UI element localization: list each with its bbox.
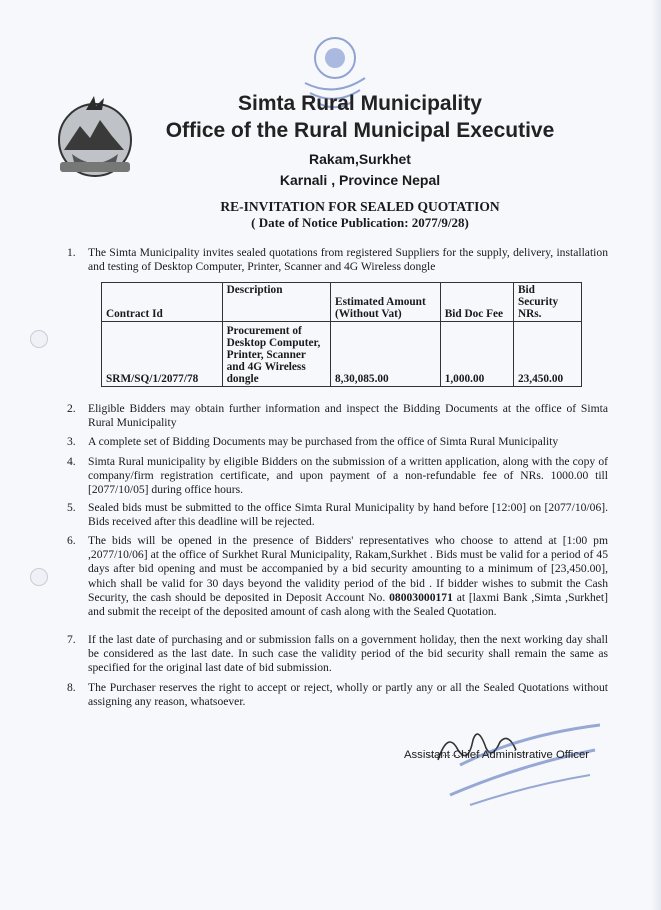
punch-hole	[30, 330, 48, 348]
table-row	[102, 322, 582, 387]
table-header-cell: Contract Id	[102, 283, 223, 322]
office-address-line1: Rakam,Surkhet	[309, 151, 411, 167]
table-cell: 1,000.00	[440, 322, 513, 387]
punch-hole	[30, 568, 48, 586]
list-item: 1. The Simta Municipality invites sealed quotations from registered Suppliers for the supply, delivery, installation and testing of Desktop Computer, Printer, Scanner and 4G Wireless dongle	[67, 246, 608, 274]
table-cell: 8,30,085.00	[331, 322, 441, 387]
list-item: 3. A complete set of Bidding Documents may be purchased from the office of Simta Rural Municipality	[67, 435, 559, 448]
table-cell: 23,450.00	[513, 322, 581, 387]
notice-title: RE-INVITATION FOR SEALED QUOTATION	[220, 199, 500, 214]
list-item: 6. The bids will be opened in the presence of Bidders' representatives who choose to attend at [1:00 pm ,2077/10/06] at the office of Surkhet Rural Municipality, Rakam,Surkhet . Bids must be valid for a period of 45 days after bid opening and must be accompanied by a bid security amounting to a minimum of [23,450.00], which shall be valid for 30 days beyond the validity period of the bid . If bidder wishes to submit the Cash Security, the cash should be deposited in Deposit Account No. 08003000171 at [laxmi Bank ,Simta ,Surkhet] and submit the receipt of the deposited amount of cash along with the Sealed Quotation.	[67, 534, 608, 619]
signatory-title: Assistant Chief Administrative Officer	[404, 749, 590, 761]
list-item: 7. If the last date of purchasing and or submission falls on a government holiday, then the next working day shall be considered as the last date. In such case the validity period of the bid security shall remain the same as specified for the original last date of bid submission.	[67, 633, 608, 675]
table-header-cell: Bid Doc Fee	[440, 283, 513, 322]
office-name-line2: Office of the Rural Municipal Executive	[165, 119, 555, 142]
list-item: 8. The Purchaser reserves the right to accept or reject, wholly or partly any or all the Sealed Quotations without assigning any reason, whatsoever.	[67, 681, 608, 709]
office-address-line2: Karnali , Province Nepal	[279, 172, 441, 188]
table-header-cell: Estimated Amount (Without Vat)	[331, 283, 441, 322]
table-header-row	[102, 283, 582, 322]
table-cell: Procurement of Desktop Computer, Printer, Scanner and 4G Wireless dongle	[222, 322, 330, 387]
table-cell: SRM/SQ/1/2077/78	[102, 322, 223, 387]
notice-subtitle: ( Date of Notice Publication: 2077/9/28)	[251, 215, 469, 230]
list-item: 5. Sealed bids must be submitted to the office Simta Rural Municipality by hand before [12:00] on [2077/10/06]. Bids received after this deadline will be rejected.	[67, 501, 608, 529]
list-item: 2. Eligible Bidders may obtain further information and inspect the Bidding Documents at the office of Simta Rural Municipality	[67, 402, 608, 430]
office-name-line1: Simta Rural Municipality	[238, 92, 482, 115]
table-header-cell: Description	[222, 283, 330, 322]
bid-table	[101, 282, 582, 387]
table-header-cell: Bid Security NRs.	[513, 283, 581, 322]
list-item: 4. Simta Rural municipality by eligible Bidders on the submission of a written application, along with the copy of company/firm registration certificate, and upon payment of a non-refundable fee of NRs. 1000.00 till [2077/10/05] during office hours.	[67, 455, 608, 497]
